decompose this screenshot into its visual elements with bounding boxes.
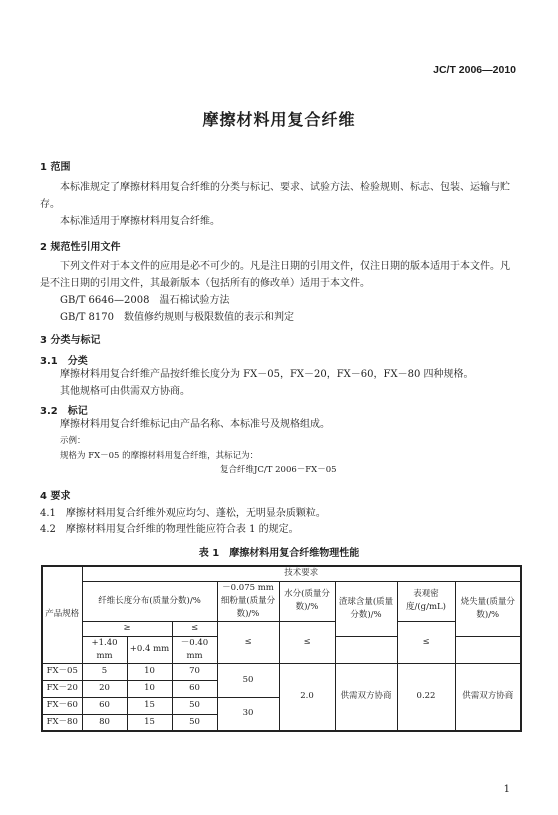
section-3-heading: 3 分类与标记 — [40, 335, 101, 346]
row-b: 15 — [127, 697, 172, 714]
example-label: 示例： — [60, 436, 86, 446]
row-c: 50 — [172, 697, 217, 714]
table-row — [42, 663, 521, 680]
row-a: 60 — [82, 697, 127, 714]
section-3-1-para-1: 摩擦材料用复合纤维产品按纤维长度分为 FX－05，FX－20，FX－60，FX－80 四种规格。 — [60, 369, 474, 380]
section-1-para-2: 本标准适用于摩擦材料用复合纤维。 — [60, 216, 220, 227]
section-3-1-body — [40, 366, 518, 400]
header-loss: 烧失量(质量分数)/% — [455, 581, 521, 636]
row-a: 80 — [82, 714, 127, 731]
row-a: 5 — [82, 663, 127, 680]
header-density: 表观密度/(g/mL) — [397, 581, 455, 621]
row-spec: FX－20 — [42, 680, 82, 697]
sub-header-1: +1.40 mm — [82, 636, 127, 663]
requirement-4-1: 4.1 摩擦材料用复合纤维外观应均匀、蓬松，无明显杂质颗粒。 — [40, 508, 326, 519]
header-length: 纤维长度分布(质量分数)/% — [82, 581, 217, 621]
section-3-2-para-1: 摩擦材料用复合纤维标记由产品名称、本标准号及规格组成。 — [60, 419, 330, 430]
sub-header-2: +0.4 mm — [127, 636, 172, 663]
reference-1: GB/T 6646—2008 温石棉试验方法 — [60, 295, 230, 306]
fines-bottom: 30 — [217, 697, 279, 731]
loss-value: 供需双方协商 — [455, 663, 521, 731]
header-shot: 渣球含量(质量分数)/% — [335, 581, 397, 636]
section-2-para-1: 下列文件对于本文件的应用是必不可少的。凡是注日期的引用文件，仅注日期的版本适用于本文件。凡是不注日期的引用文件，其最新版本（包括所有的修改单）适用于本文件。 — [40, 261, 510, 289]
section-2-heading: 2 规范性引用文件 — [40, 242, 121, 253]
section-3-1-heading: 3.1 分类 — [40, 356, 88, 367]
physical-properties-table — [41, 565, 522, 732]
moisture-value: 2.0 — [279, 663, 335, 731]
section-1-heading: 1 范围 — [40, 162, 71, 173]
section-1-para-1: 本标准规定了摩擦材料用复合纤维的分类与标记、要求、试验方法、检验规则、标志、包装、运输与贮存。 — [40, 182, 510, 210]
section-3-2-heading: 3.2 标记 — [40, 406, 88, 417]
document-title: 摩擦材料用复合纤维 — [202, 110, 356, 129]
fines-le: ≤ — [217, 621, 279, 663]
section-3-1-para-2: 其他规格可由供需双方协商。 — [60, 386, 190, 397]
row-spec: FX－80 — [42, 714, 82, 731]
row-spec: FX－60 — [42, 697, 82, 714]
requirement-4-2: 4.2 摩擦材料用复合纤维的物理性能应符合表 1 的规定。 — [40, 524, 299, 535]
header-moisture: 水分(质量分数)/% — [279, 581, 335, 621]
row-b: 10 — [127, 663, 172, 680]
moisture-le: ≤ — [279, 621, 335, 663]
example-text: 规格为 FX－05 的摩擦材料用复合纤维，其标记为： — [60, 451, 259, 461]
row-c: 70 — [172, 663, 217, 680]
table-caption: 表 1 摩擦材料用复合纤维物理性能 — [198, 548, 360, 559]
header-spec: 产品规格 — [42, 566, 82, 663]
fines-top: 50 — [217, 663, 279, 697]
shot-value: 供需双方协商 — [335, 663, 397, 731]
section-2-body — [40, 258, 518, 326]
section-4-heading: 4 要求 — [40, 491, 71, 502]
header-group: 技术要求 — [82, 566, 521, 581]
standard-number: JC/T 2006—2010 — [433, 64, 516, 76]
row-a: 20 — [82, 680, 127, 697]
page-number: 1 — [503, 784, 510, 795]
row-b: 15 — [127, 714, 172, 731]
header-ge: ≥ — [82, 621, 172, 636]
row-c: 60 — [172, 680, 217, 697]
header-fines: －0.075 mm 细粉量(质量分数)/% — [217, 581, 279, 621]
row-c: 50 — [172, 714, 217, 731]
sub-header-3: －0.40 mm — [172, 636, 217, 663]
example-mark: 复合纤维JC/T 2006－FX－05 — [220, 465, 337, 475]
row-b: 10 — [127, 680, 172, 697]
reference-2: GB/T 8170 数值修约规则与极限数值的表示和判定 — [60, 312, 295, 323]
density-value: 0.22 — [397, 663, 455, 731]
density-le: ≤ — [397, 621, 455, 663]
header-le: ≤ — [172, 621, 217, 636]
row-spec: FX－05 — [42, 663, 82, 680]
section-1-body — [40, 179, 518, 230]
